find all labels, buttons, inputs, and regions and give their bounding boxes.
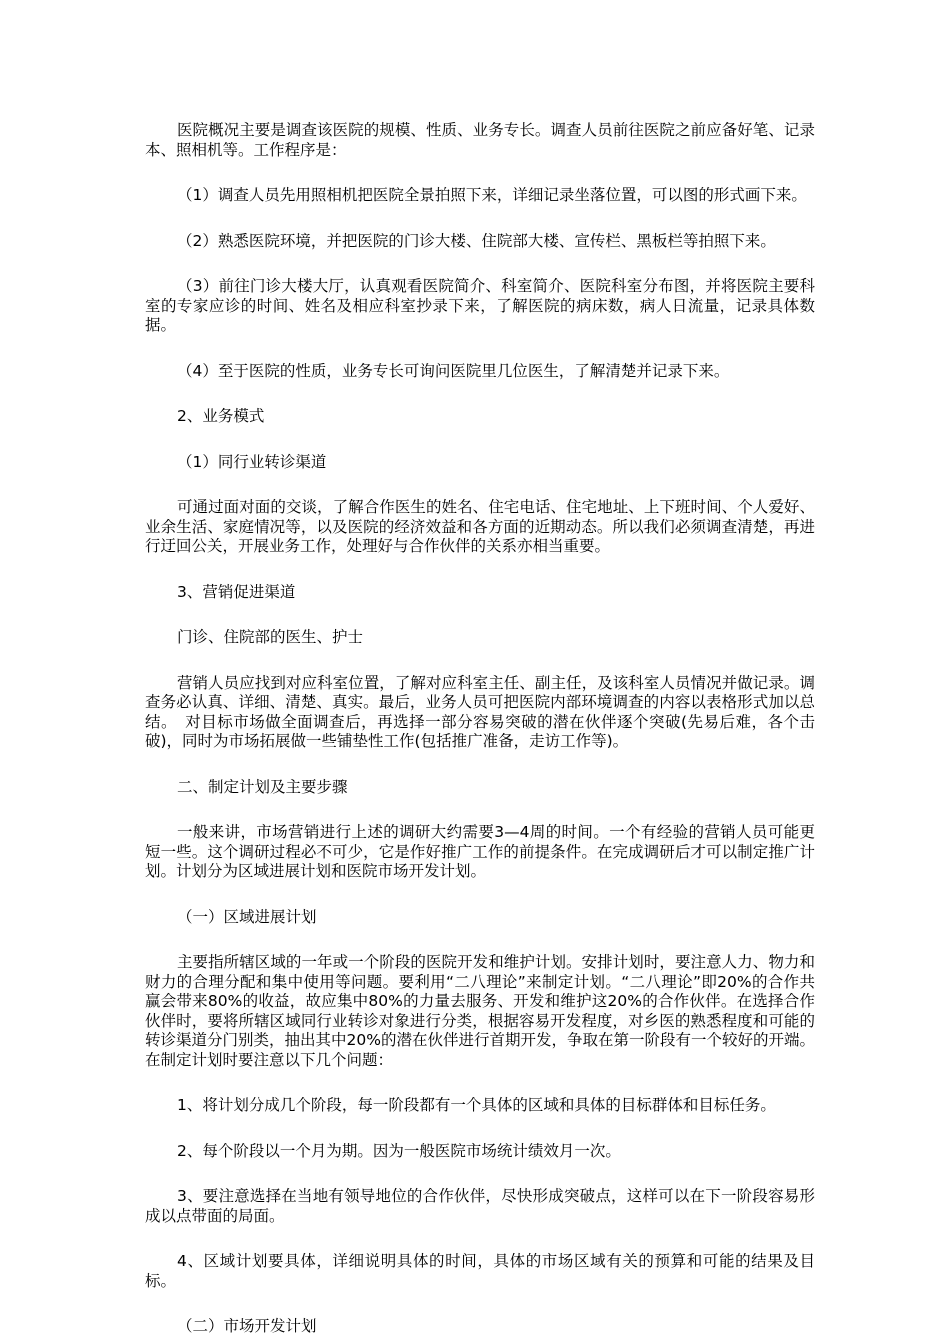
heading-plan-steps: 二、制定计划及主要步骤 bbox=[177, 777, 348, 796]
paragraph-step-1: （1）调查人员先用照相机把医院全景拍照下来，详细记录坐落位置，可以图的形式画下来。 bbox=[177, 186, 807, 204]
heading-doctors-nurses: 门诊、住院部的医生、护士 bbox=[177, 628, 364, 646]
heading-regional-plan: （一）区域进展计划 bbox=[177, 907, 317, 926]
paragraph-plan-point-4: 4、区域计划要具体，详细说明具体的时间，具体的市场区域有关的预算和可能的结果及目标。 bbox=[145, 1252, 815, 1290]
heading-marketing-channel: 3、营销促进渠道 bbox=[177, 582, 296, 601]
heading-business-model: 2、业务模式 bbox=[177, 407, 265, 425]
paragraph-step-2: （2）熟悉医院环境，并把医院的门诊大楼、住院部大楼、宣传栏、黑板栏等拍照下来。 bbox=[177, 231, 776, 250]
paragraph-plan-point-1: 1、将计划分成几个阶段，每一阶段都有一个具体的区域和具体的目标群体和目标任务。 bbox=[177, 1096, 776, 1114]
paragraph-step-3: （3）前往门诊大楼大厅，认真观看医院简介、科室简介、医院科室分布图，并将医院主要科室的专家应诊的时间、姓名及相应科室抄录下来，了解医院的病床数，病人日流量，记录具体数据。 bbox=[145, 277, 815, 334]
paragraph-regional-plan: 主要指所辖区域的一年或一个阶段的医院开发和维护计划。安排计划时，要注意人力、物力和财力的合理分配和集中使用等问题。要利用“二八理论”来制定计划。“二八理论”即20%的合作共赢会带来80%的收益，故应集中80%的力量去服务、开发和维护这20%的合作伙伴。在选择合作伙伴时，要将所辖区域同行业转诊对象进行分类，根据容易开发程度，对乡医的熟悉程度和可能的转诊渠道分门别类，抽出其中20%的潜在伙伴进行首期开发，争取在第一阶段有一个较好的开端。在制定计划时要注意以下几个问题： bbox=[145, 953, 815, 1069]
paragraph-referral-channel: 可通过面对面的交谈，了解合作医生的姓名、住宅电话、住宅地址、上下班时间、个人爱好、业余生活、家庭情况等，以及医院的经济效益和各方面的近期动态。所以我们必须调查清楚，再进行迂回公关，开展业务工作，处理好与合作伙伴的关系亦相当重要。 bbox=[145, 498, 815, 555]
paragraph-research-period: 一般来讲，市场营销进行上述的调研大约需要3—4周的时间。一个有经验的营销人员可能更短一些。这个调研过程必不可少，它是作好推广工作的前提条件。在完成调研后才可以制定推广计划。计划分为区域进展计划和医院市场开发计划。 bbox=[145, 823, 815, 880]
heading-market-development-plan: （二）市场开发计划 bbox=[177, 1317, 317, 1335]
paragraph-marketing-staff: 营销人员应找到对应科室位置，了解对应科室主任、副主任，及该科室人员情况并做记录。调查务必认真、详细、清楚、真实。最后，业务人员可把医院内部环境调查的内容以表格形式加以总结。 对目标市场做全面调查后，再选择一部分容易突破的潜在伙伴逐个突破(先易后难，各个击破)，同时为市场拓展做一些铺垫性工作(包括推广准备，走访工作等)。 bbox=[145, 673, 815, 750]
heading-referral-channel: （1）同行业转诊渠道 bbox=[177, 452, 327, 471]
paragraph-hospital-overview: 医院概况主要是调查该医院的规模、性质、业务专长。调查人员前往医院之前应备好笔、记录本、照相机等。工作程序是： bbox=[145, 121, 815, 159]
paragraph-plan-point-3: 3、要注意选择在当地有领导地位的合作伙伴，尽快形成突破点，这样可以在下一阶段容易形成以点带面的局面。 bbox=[145, 1187, 815, 1225]
paragraph-step-4: （4）至于医院的性质，业务专长可询问医院里几位医生，了解清楚并记录下来。 bbox=[177, 361, 730, 380]
document-body bbox=[145, 121, 815, 1337]
paragraph-plan-point-2: 2、每个阶段以一个月为期。因为一般医院市场统计绩效月一次。 bbox=[177, 1141, 621, 1160]
